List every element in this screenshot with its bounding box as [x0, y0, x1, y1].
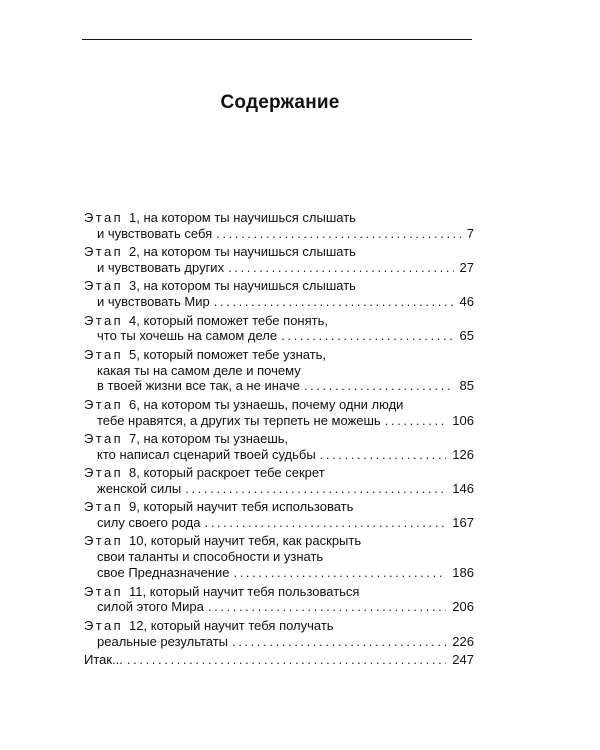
toc-entry-first-line: на котором ты научишься слышать: [143, 278, 356, 294]
page-number: 126: [452, 446, 474, 462]
toc-entry-heading: Этап 8 , который раскроет тебе секрет: [84, 465, 325, 481]
toc-entry-last-line: [84, 378, 474, 394]
page-number: 146: [452, 480, 474, 496]
stage-word: Этап: [84, 278, 124, 294]
toc-entry-first-line: который научит тебя использовать: [143, 499, 354, 515]
toc-entry-text: женской силы: [97, 480, 182, 496]
stage-number: 6: [129, 396, 137, 412]
toc-entry-first-line: на котором ты узнаешь,: [143, 430, 289, 446]
page-number: 186: [452, 565, 474, 581]
stage-number: 11: [129, 583, 143, 599]
toc-entry-text: и чувствовать себя: [97, 225, 213, 241]
page-number: 167: [452, 515, 474, 531]
toc-entry-first-line: который поможет тебе понять,: [143, 312, 328, 328]
dot-leader: [185, 481, 446, 497]
toc-entry-heading: Этап 7 , на котором ты узнаешь,: [84, 430, 289, 446]
closing-label: Итак...: [84, 651, 123, 667]
toc-entry: [84, 533, 474, 581]
toc-entry: [84, 210, 474, 242]
toc-entry-last-line: [84, 481, 474, 497]
stage-word: Этап: [84, 244, 124, 260]
stage-word: Этап: [84, 499, 124, 515]
toc-entry-first-line: на котором ты узнаешь, почему одни люди: [143, 396, 404, 412]
stage-number: 8: [129, 465, 137, 481]
dot-leader: [232, 634, 446, 650]
stage-number: 9: [129, 499, 137, 515]
dot-leader: [385, 413, 447, 429]
toc-entry-continuation: какая ты на самом деле и почему: [97, 362, 301, 378]
toc-entry-last-line: [84, 260, 474, 276]
toc-entry-heading: Этап 2 , на котором ты научишься слышать: [84, 244, 356, 260]
toc-entry-last-line: [84, 328, 474, 344]
toc-entry-text: реальные результаты: [97, 633, 229, 649]
toc-entry-first-line: который научит тебя пользоваться: [149, 583, 360, 599]
toc-entry-last-line: [84, 565, 474, 581]
dot-leader: [208, 599, 446, 615]
toc-entry-last-line: [84, 413, 474, 429]
toc-entry-heading: Этап 4 , который поможет тебе понять,: [84, 312, 328, 328]
toc-entry: [84, 278, 474, 310]
toc-entry-first-line: который раскроет тебе секрет: [143, 465, 325, 481]
toc-entry-last-line: [84, 515, 474, 531]
toc-entry-last-line: [84, 447, 474, 463]
toc-entry: [84, 465, 474, 497]
page-number: 106: [452, 412, 474, 428]
page-number: 85: [459, 378, 474, 394]
stage-word: Этап: [84, 533, 124, 549]
toc-entry-heading: Этап 12 , который научит тебя получать: [84, 617, 334, 633]
stage-number: 12: [129, 617, 144, 633]
page-number: 27: [459, 260, 474, 276]
page-number: 226: [452, 633, 474, 649]
toc-entry-first-line: на котором ты научишься слышать: [143, 210, 356, 225]
stage-number: 3: [129, 278, 137, 294]
dot-leader: [233, 565, 446, 581]
toc-entry: [84, 431, 474, 463]
stage-number: 4: [129, 312, 137, 328]
toc-entry: [84, 584, 474, 616]
dot-leader: [228, 260, 453, 276]
dot-leader: [216, 226, 461, 242]
toc-entry-text: и чувствовать Мир: [97, 294, 210, 310]
page-number: 46: [459, 294, 474, 310]
page-title: Содержание: [220, 92, 340, 113]
toc-entry-heading: Этап 11 , который научит тебя пользоваться: [84, 583, 360, 599]
stage-word: Этап: [84, 396, 124, 412]
page-number: 206: [452, 599, 474, 615]
toc-entry-text: кто написал сценарий твоей судьбы: [97, 446, 316, 462]
stage-word: Этап: [84, 465, 124, 481]
toc-entry: [84, 618, 474, 650]
table-of-contents: [84, 210, 474, 670]
dot-leader: [204, 515, 446, 531]
page-number: 7: [466, 225, 474, 241]
stage-number: 2: [129, 244, 137, 260]
dot-leader: [320, 447, 447, 463]
toc-entry-heading: Этап 6 , на котором ты узнаешь, почему одни люди: [84, 396, 404, 412]
toc-entry-closing: [84, 652, 474, 668]
stage-word: Этап: [84, 210, 124, 225]
toc-entry: [84, 244, 474, 276]
toc-entry-last-line: [84, 294, 474, 310]
toc-entry-last-line: [84, 652, 474, 668]
toc-entry-continuation: свои таланты и способности и узнать: [97, 549, 324, 565]
stage-word: Этап: [84, 346, 124, 362]
stage-number: 5: [129, 346, 137, 362]
toc-entry-text: силой этого Мира: [97, 599, 204, 615]
toc-entry-text: в твоей жизни все так, а не иначе: [97, 378, 300, 394]
header-rule: [82, 39, 472, 40]
toc-entry-last-line: [84, 634, 474, 650]
stage-word: Этап: [84, 617, 124, 633]
toc-entry-heading: Этап 10 , который научит тебя, как раскрыть: [84, 533, 362, 549]
page-number: 247: [452, 651, 474, 667]
toc-entry-text: силу своего рода: [97, 515, 201, 531]
toc-entry: [84, 313, 474, 345]
toc-entry: [84, 397, 474, 429]
toc-entry-text: свое Предназначение: [97, 565, 230, 581]
dot-leader: [214, 294, 454, 310]
stage-word: Этап: [84, 430, 124, 446]
toc-entry-heading: Этап 5 , который поможет тебе узнать,: [84, 346, 327, 362]
dot-leader: [281, 328, 453, 344]
toc-entry-heading: Этап 3 , на котором ты научишься слышать: [84, 278, 356, 294]
toc-entry-first-line: который поможет тебе узнать,: [143, 346, 327, 362]
stage-number: 1: [129, 210, 137, 225]
dot-leader: [304, 378, 454, 394]
toc-entry-text: и чувствовать других: [97, 260, 225, 276]
toc-entry-last-line: [84, 599, 474, 615]
stage-word: Этап: [84, 583, 124, 599]
toc-entry-heading: Этап 9 , который научит тебя использовать: [84, 499, 354, 515]
toc-entry-text: тебе нравятся, а других ты терпеть не можешь: [97, 412, 381, 428]
toc-entry: [84, 499, 474, 531]
stage-number: 10: [129, 533, 144, 549]
page-number: 65: [459, 328, 474, 344]
stage-word: Этап: [84, 312, 124, 328]
toc-entry-first-line: который научит тебя получать: [150, 617, 334, 633]
stage-number: 7: [129, 430, 137, 446]
toc-entry: [84, 347, 474, 395]
toc-entry-last-line: [84, 226, 474, 242]
toc-entry-first-line: который научит тебя, как раскрыть: [150, 533, 362, 549]
toc-entry-text: что ты хочешь на самом деле: [97, 328, 278, 344]
toc-entry-first-line: на котором ты научишься слышать: [143, 244, 356, 260]
toc-entry-heading: Этап 1 , на котором ты научишься слышать: [84, 210, 356, 225]
dot-leader: [127, 652, 446, 668]
